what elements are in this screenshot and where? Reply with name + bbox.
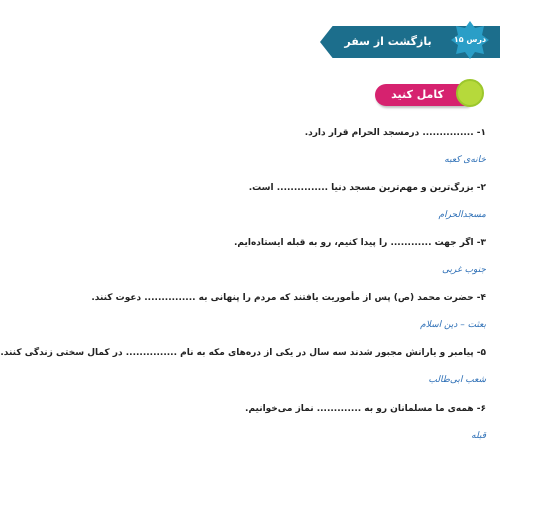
question-4: ۴- حضرت محمد (ص) پس از مأموریت یافتند که مردم را پنهانی به ............... دعوت کنند. (91, 293, 486, 303)
answer-4: بعثت – دین اسلام (420, 320, 486, 330)
question-2: ۲- بزرگ‌ترین و مهم‌ترین مسجد دنیا ............... است. (248, 183, 486, 193)
section-circle-icon (456, 79, 484, 107)
answer-1: خانه‌ی کعبه (444, 155, 486, 165)
lesson-number: درس ۱۵ (453, 35, 487, 44)
question-1: ۱- ............... درمسجد الحرام قرار دارد. (304, 128, 486, 138)
question-3: ۳- اگر جهت ............ را پیدا کنیم، رو به قبله ایستاده‌ایم. (234, 238, 486, 248)
question-6: ۶- همه‌ی ما مسلمانان رو به ............. نماز می‌خوانیم. (245, 404, 486, 414)
answer-3: جنوب غربی (442, 265, 486, 275)
answer-5: شعب ابی‌طالب (428, 375, 486, 385)
answer-6: قبله (471, 431, 486, 441)
lesson-title: بازگشت از سفر حج (344, 35, 432, 80)
answer-2: مسجدالحرام (438, 210, 486, 220)
section-title: کامل کنید (391, 88, 444, 101)
question-5: ۵- پیامبر و یارانش مجبور شدند سه سال در یکی از دره‌های مکه به نام ............... در کمال سختی زندگی کنند. (0, 348, 486, 358)
